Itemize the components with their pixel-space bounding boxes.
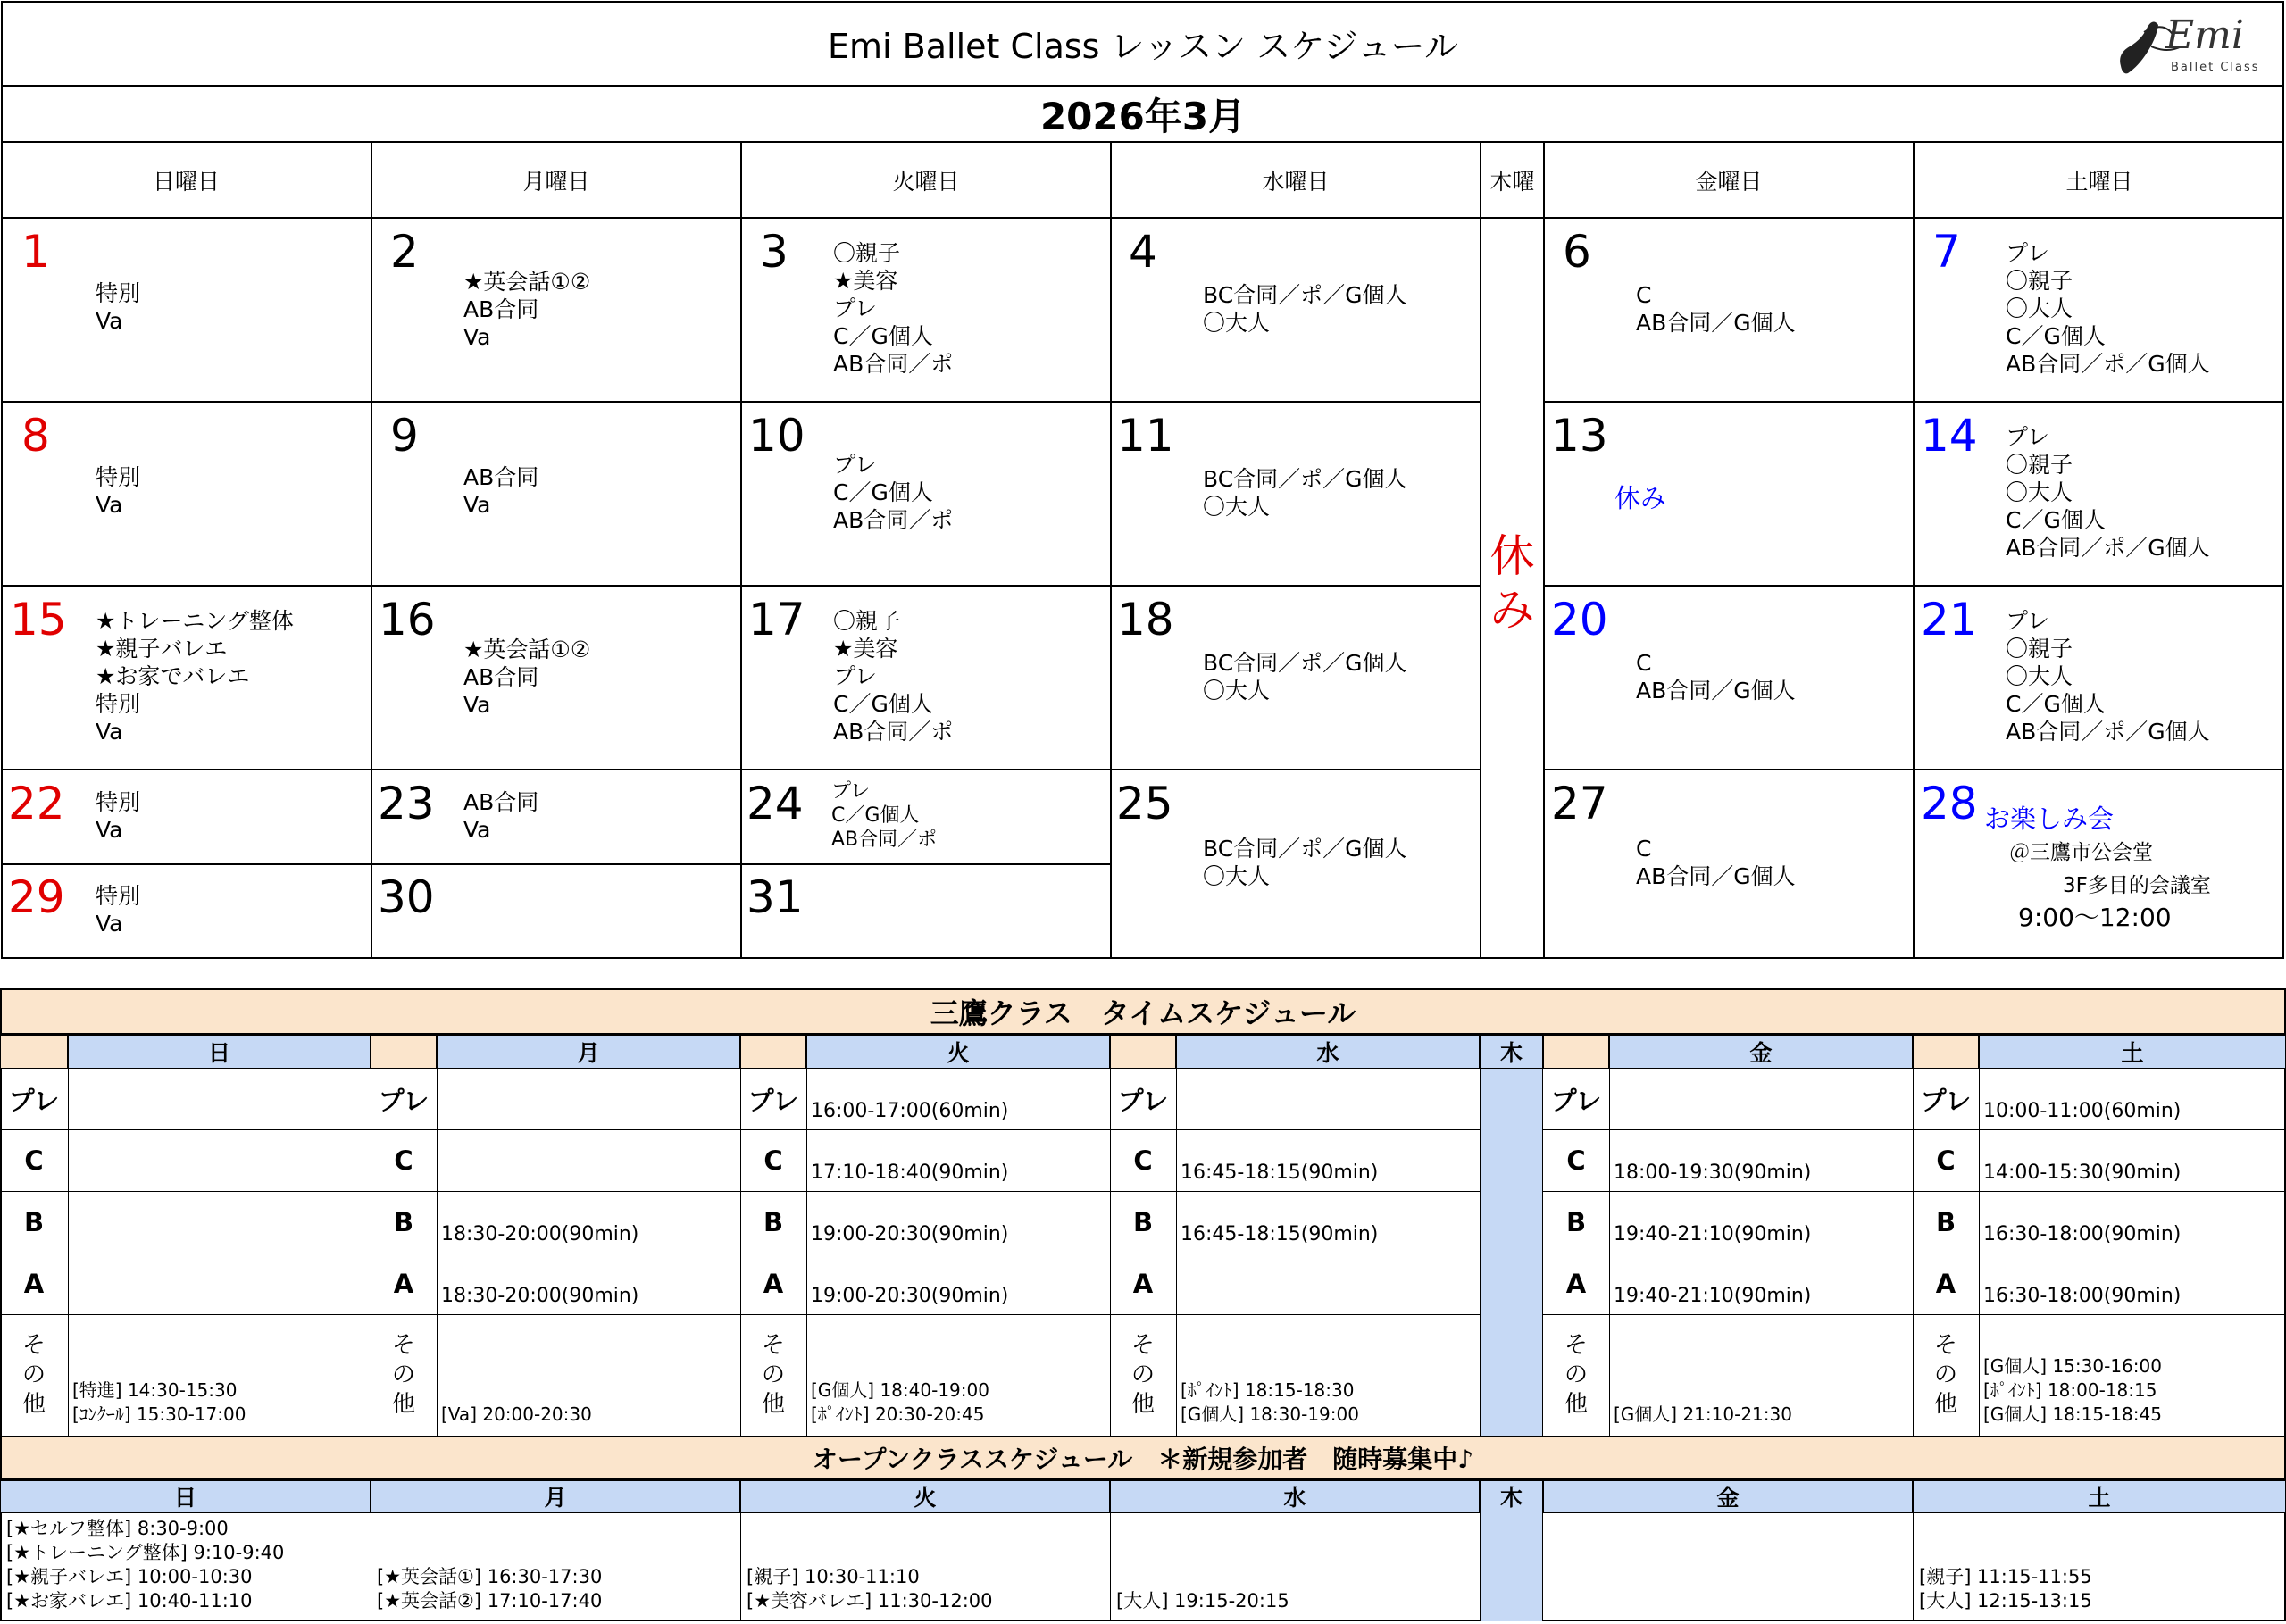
day-number: 8 (21, 410, 50, 462)
class-label: B (1132, 1207, 1154, 1237)
lesson-item: AB合同／G個人 (1636, 678, 1796, 704)
lesson-item: ★英会話①② (463, 637, 591, 662)
day-number: 28 (1921, 778, 1978, 829)
lesson-item: 〇大人 (1203, 310, 1271, 336)
weekday-tue: 火曜日 (892, 168, 960, 195)
day-number: 9 (390, 410, 419, 462)
weekday-sun: 日曜日 (152, 168, 220, 195)
lesson-item: プレ (833, 296, 878, 321)
open-class-mon: [★英会話①] 16:30-17:30 [★英会話②] 17:10-17:40 (377, 1566, 603, 1612)
lesson-item: プレ (2006, 240, 2050, 266)
day-number: 21 (1921, 594, 1978, 645)
class-label: プレ (8, 1085, 60, 1116)
lesson-item: プレ (2006, 608, 2050, 634)
other-lessons: [Va] 20:00-20:30 (441, 1403, 592, 1425)
day-lessons (1636, 649, 1796, 704)
lesson-item: AB合同／ポ／G個人 (2006, 351, 2210, 377)
lesson-item: BC合同／ポ／G個人 (1203, 836, 1407, 862)
open-class-sun: [★セルフ整体] 8:30-9:00 [★トレーニング整体] 9:10-9:40 [★親子バレエ] 10:00-10:30 [★お家バレエ] 10:40-11:10 (6, 1518, 285, 1612)
other-lessons: [特進] 14:30-15:30 [ｺﾝｸｰﾙ] 15:30-17:00 (72, 1379, 246, 1425)
day-number: 14 (1921, 410, 1978, 462)
day-number: 23 (378, 778, 435, 829)
weekday-wed: 水曜日 (1262, 168, 1330, 195)
class-label: そ の 他 (1564, 1332, 1588, 1418)
class-label: C (394, 1145, 413, 1176)
class-label: C (1936, 1145, 1956, 1176)
class-label: B (1935, 1207, 1956, 1237)
class-label: C (763, 1145, 783, 1176)
lesson-item: AB合同 (463, 464, 539, 490)
lesson-item: 〇親子 (2006, 268, 2073, 294)
time-slot: 19:00-20:30(90min) (811, 1223, 1009, 1245)
class-label: プレ (747, 1085, 799, 1116)
lesson-item: 特別 (96, 280, 141, 306)
weekday-sat: 土曜日 (2065, 168, 2133, 195)
class-label: A (1132, 1269, 1154, 1299)
lesson-item: 〇親子 (833, 240, 901, 266)
day-lessons (2006, 607, 2210, 745)
day-number: 15 (10, 594, 67, 645)
lesson-item: 〇親子 (2006, 452, 2073, 478)
class-label: A (1565, 1269, 1587, 1299)
lesson-item: AB合同 (463, 789, 539, 815)
time-slot: 14:00-15:30(90min) (1983, 1162, 2182, 1184)
lesson-item: ★親子バレエ (96, 636, 228, 662)
day-number: 2 (390, 226, 419, 278)
day-lessons (833, 451, 953, 534)
class-label: プレ (1920, 1085, 1972, 1116)
day-lessons (463, 268, 590, 351)
day-header-thu: 木 (1480, 1035, 1543, 1069)
day-lessons (96, 788, 140, 844)
lesson-item: 〇大人 (2006, 296, 2073, 321)
lesson-item: C／G個人 (833, 691, 933, 717)
lesson-item: Va (96, 308, 123, 334)
class-label: C (24, 1145, 44, 1176)
event-room: 3F多目的会議室 (2063, 874, 2211, 897)
lesson-item: AB合同／ポ (833, 351, 954, 377)
day-number: 31 (747, 871, 804, 923)
day-header-tue: 火 (806, 1035, 1110, 1069)
class-label: そ の 他 (21, 1332, 46, 1418)
lesson-item: プレ (833, 663, 878, 689)
class-label: B (763, 1207, 784, 1237)
other-lessons: [G個人] 18:40-19:00 [ﾎﾟｲﾝﾄ] 20:30-20:45 (811, 1379, 989, 1425)
class-label: そ の 他 (1130, 1332, 1155, 1418)
thursday-closed (1481, 529, 1543, 645)
class-label: そ の 他 (1933, 1332, 1957, 1418)
time-slot: 19:40-21:10(90min) (1614, 1223, 1812, 1245)
day-lessons (1203, 649, 1407, 704)
lesson-item: AB合同／ポ (833, 719, 954, 745)
open-class-sat: [親子] 11:15-11:55 [大人] 12:15-13:15 (1919, 1566, 2092, 1612)
lesson-item: Va (96, 719, 123, 745)
lesson-item: BC合同／ポ／G個人 (1203, 466, 1407, 492)
class-label: プレ (1550, 1085, 1602, 1116)
day-number: 13 (1551, 410, 1608, 462)
holiday-note: 休み (1614, 483, 1667, 513)
day-lessons (463, 463, 538, 519)
day-header-sun: 日 (68, 1035, 371, 1069)
logo (2112, 11, 2260, 79)
lesson-item: C (1636, 836, 1652, 862)
day-number: 16 (379, 594, 436, 645)
time-slot: 10:00-11:00(60min) (1983, 1100, 2182, 1122)
open-day-thu: 木 (1480, 1480, 1543, 1512)
thursday-closed-text: 休み (1489, 530, 1535, 636)
class-label: プレ (1117, 1085, 1169, 1116)
class-label: A (763, 1269, 784, 1299)
class-label: B (1565, 1207, 1587, 1237)
open-thursday-column (1480, 1512, 1543, 1621)
lesson-item: 〇大人 (2006, 663, 2073, 689)
day-number: 25 (1116, 778, 1173, 829)
lesson-item: C／G個人 (833, 323, 933, 349)
lesson-item: 特別 (96, 464, 141, 490)
open-day-wed: 水 (1110, 1480, 1480, 1512)
lesson-item: Va (463, 817, 491, 843)
day-number: 24 (747, 778, 804, 829)
lesson-item: Va (96, 492, 123, 518)
time-slot: 16:00-17:00(60min) (811, 1100, 1009, 1122)
thursday-column (1480, 1069, 1543, 1436)
lesson-item: BC合同／ポ／G個人 (1203, 650, 1407, 676)
lesson-item: プレ (831, 780, 871, 803)
lesson-item: Va (96, 817, 123, 843)
day-lessons (2006, 423, 2210, 562)
lesson-item: プレ (2006, 424, 2050, 450)
day-number: 4 (1129, 226, 1157, 278)
day-header-mon: 月 (437, 1035, 740, 1069)
time-slot: 16:30-18:00(90min) (1983, 1285, 2182, 1307)
lesson-item: Va (463, 492, 491, 518)
open-day-sat: 土 (1913, 1480, 2286, 1512)
time-slot: 18:30-20:00(90min) (441, 1223, 639, 1245)
lesson-item: 特別 (96, 883, 141, 909)
lesson-item: Va (96, 911, 123, 937)
lesson-item: C／G個人 (2006, 507, 2106, 533)
lesson-item: BC合同／ポ／G個人 (1203, 282, 1407, 308)
lesson-item: 〇大人 (1203, 678, 1271, 704)
open-class-title: オープンクラススケジュール ＊新規参加者 随時募集中♪ (0, 1436, 2286, 1480)
time-slot: 16:45-18:15(90min) (1181, 1223, 1379, 1245)
lesson-item: C／G個人 (833, 479, 933, 505)
lesson-item: Va (463, 692, 491, 718)
lesson-item: ★お家でバレエ (96, 663, 250, 689)
weekday-fri: 金曜日 (1695, 168, 1763, 195)
lesson-item: AB合同 (463, 664, 539, 690)
open-day-fri: 金 (1543, 1480, 1913, 1512)
day-lessons (1636, 281, 1796, 337)
open-day-tue: 火 (740, 1480, 1110, 1512)
event-venue: ＠三鷹市公会堂 (2009, 841, 2153, 864)
page-title: Emi Ballet Class レッスン スケジュール (828, 27, 1458, 66)
other-lessons: [G個人] 21:10-21:30 (1614, 1403, 1792, 1425)
day-number: 27 (1551, 778, 1608, 829)
event-title: お楽しみ会 (1984, 804, 2115, 834)
time-schedule-title: 三鷹クラス タイムスケジュール (0, 988, 2286, 1035)
open-class-wed: [大人] 19:15-20:15 (1116, 1590, 1289, 1612)
lesson-item: 〇親子 (2006, 636, 2073, 662)
class-label: C (1566, 1145, 1586, 1176)
time-slot: 19:00-20:30(90min) (811, 1285, 1009, 1307)
lesson-item: 〇大人 (2006, 479, 2073, 505)
lesson-item: AB合同／G個人 (1636, 863, 1796, 889)
day-number: 17 (748, 594, 805, 645)
class-label: A (393, 1269, 414, 1299)
day-lessons (833, 239, 953, 378)
lesson-item: ★美容 (833, 636, 898, 662)
day-lessons (1203, 835, 1407, 890)
lesson-item: 〇親子 (833, 608, 901, 634)
lesson-item: Va (463, 324, 491, 350)
class-label: そ の 他 (391, 1332, 415, 1418)
other-lessons: [ﾎﾟｲﾝﾄ] 18:15-18:30 [G個人] 18:30-19:00 (1181, 1379, 1359, 1425)
lesson-item: 〇大人 (1203, 494, 1271, 520)
day-number: 20 (1551, 594, 1608, 645)
lesson-item: AB合同／ポ (831, 829, 938, 851)
day-number: 22 (8, 778, 65, 829)
day-number: 30 (378, 871, 435, 923)
lesson-item: 特別 (96, 691, 141, 717)
time-slot: 18:30-20:00(90min) (441, 1285, 639, 1307)
day-lessons (96, 279, 140, 335)
class-label: A (23, 1269, 45, 1299)
day-lessons (833, 607, 953, 745)
lesson-item: C／G個人 (2006, 691, 2106, 717)
day-lessons (1636, 835, 1796, 890)
class-label: そ の 他 (761, 1332, 785, 1418)
weekday-thu: 木曜 (1489, 168, 1535, 195)
lesson-item: C／G個人 (2006, 323, 2106, 349)
lesson-item: ★トレーニング整体 (96, 608, 294, 634)
day-number: 18 (1117, 594, 1174, 645)
day-lessons (463, 636, 590, 719)
lesson-item: AB合同／G個人 (1636, 310, 1796, 336)
lesson-item: プレ (833, 452, 878, 478)
month-title: 2026年3月 (1039, 94, 1247, 138)
open-day-sun: 日 (0, 1480, 371, 1512)
time-slot: 18:00-19:30(90min) (1614, 1162, 1812, 1184)
lesson-item: 〇大人 (1203, 863, 1271, 889)
day-lessons (96, 882, 140, 937)
day-lessons (96, 607, 294, 745)
time-slot: 17:10-18:40(90min) (811, 1162, 1009, 1184)
open-class-tue: [親子] 10:30-11:10 [★美容バレエ] 11:30-12:00 (747, 1566, 993, 1612)
lesson-item: AB合同／ポ (833, 507, 954, 533)
day-number: 1 (21, 226, 50, 278)
day-lessons (2006, 239, 2210, 378)
day-number: 10 (748, 410, 805, 462)
lesson-item: AB合同／ポ／G個人 (2006, 535, 2210, 561)
day-lessons (1203, 281, 1407, 337)
class-label: B (23, 1207, 45, 1237)
lesson-item: 特別 (96, 789, 141, 815)
lesson-item: AB合同 (463, 296, 539, 322)
logo-subtext: Ballet Class (2171, 61, 2260, 74)
day-lessons (463, 788, 538, 844)
time-slot: 19:40-21:10(90min) (1614, 1285, 1812, 1307)
lesson-item: C／G個人 (831, 804, 920, 827)
weekday-mon: 月曜日 (522, 168, 590, 195)
class-label: A (1935, 1269, 1956, 1299)
class-label: B (393, 1207, 414, 1237)
other-lessons: [G個人] 15:30-16:00 [ﾎﾟｲﾝﾄ] 18:00-18:15 [G個人] 18:15-18:45 (1983, 1355, 2162, 1425)
day-header-wed: 水 (1176, 1035, 1480, 1069)
day-lessons (831, 779, 937, 852)
class-label: プレ (378, 1085, 430, 1116)
day-lessons (96, 463, 140, 519)
lesson-item: AB合同／ポ／G個人 (2006, 719, 2210, 745)
event-time: 9:00〜12:00 (2018, 903, 2172, 932)
day-number: 7 (1932, 226, 1961, 278)
open-day-mon: 月 (371, 1480, 740, 1512)
time-slot: 16:30-18:00(90min) (1983, 1223, 2182, 1245)
day-number: 6 (1563, 226, 1591, 278)
day-number: 29 (8, 871, 65, 923)
day-header-sat: 土 (1979, 1035, 2286, 1069)
lesson-item: ★美容 (833, 268, 898, 294)
day-number: 3 (760, 226, 788, 278)
lesson-item: C (1636, 650, 1652, 676)
logo-text: Emi (2165, 12, 2244, 58)
lesson-item: C (1636, 282, 1652, 308)
day-lessons (1203, 465, 1407, 521)
day-header-fri: 金 (1609, 1035, 1913, 1069)
time-slot: 16:45-18:15(90min) (1181, 1162, 1379, 1184)
day-number: 11 (1117, 410, 1174, 462)
lesson-item: ★英会話①② (463, 269, 591, 295)
class-label: C (1133, 1145, 1153, 1176)
